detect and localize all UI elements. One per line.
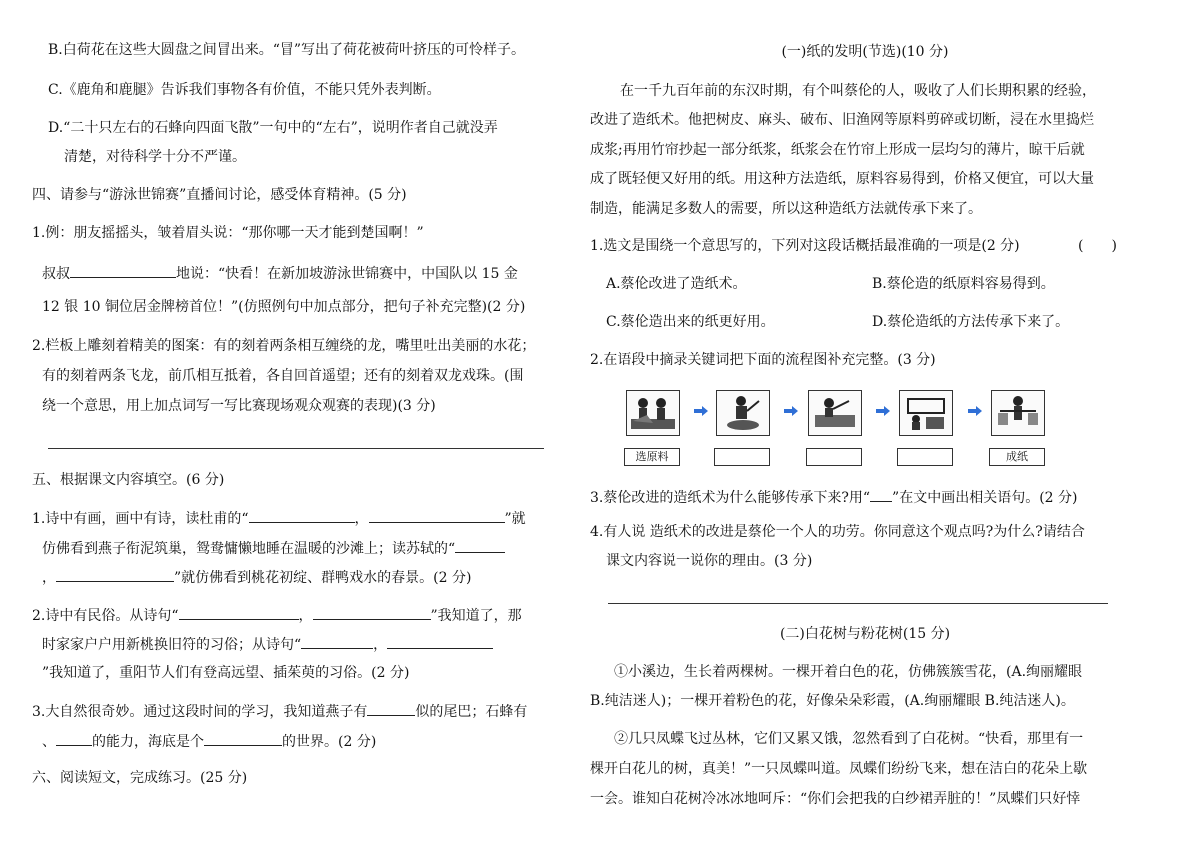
option-d-line1: D.“二十只左右的石蜂向四面飞散”一句中的“左右”，说明作者自己就没弄 [48, 120, 498, 136]
flow-label-1: 选原料 [624, 448, 680, 466]
rq1-option-b[interactable]: B.蔡伦造的纸原料容易得到。 [872, 276, 1055, 292]
rq4-line2: 课文内容说一说你的理由。(3 分) [606, 553, 813, 569]
section-4-title: 四、请参与“游泳世锦赛”直播间讨论，感受体育精神。(5 分) [32, 187, 407, 203]
flow-blank-2[interactable] [714, 448, 770, 466]
passage-1-line5: 制造，能满足多数人的需要，所以这种造纸方法就传承下来了。 [590, 201, 982, 217]
rq1-option-d[interactable]: D.蔡伦造纸的方法传承下来了。 [872, 314, 1070, 330]
option-d-line2: 清楚，对待科学十分不严谨。 [64, 149, 246, 165]
flow-label-5: 成纸 [989, 448, 1045, 466]
passage-2-line1: ①小溪边，生长着两棵树。一棵开着白色的花，仿佛簇簇雪花，(A.绚丽耀眼 [614, 664, 1083, 680]
blank-5-2a[interactable] [179, 604, 299, 620]
soak-pulp-icon [808, 390, 862, 436]
passage-1-title: (一)纸的发明(节选)(10 分) [781, 44, 949, 60]
fill-2-line2: 时家家户户用新桃换旧符的习俗；从诗句“ ， [42, 633, 493, 655]
rq4-line1: 4.有人说 造纸术的改进是蔡伦一个人的功劳。你同意这个观点吗?为什么?请结合 [590, 524, 1085, 540]
rq1-answer-paren[interactable]: ( ) [1078, 238, 1117, 254]
blank-5-3c[interactable] [204, 730, 282, 746]
rq1-option-c[interactable]: C.蔡伦造出来的纸更好用。 [606, 314, 775, 330]
passage-1-line1: 在一千九百年前的东汉时期，有个叫蔡伦的人，吸收了人们长期积累的经验， [620, 83, 1096, 99]
question-4-1-fill [42, 262, 518, 284]
blank-5-1b[interactable] [369, 507, 505, 523]
dry-paper-icon [991, 390, 1045, 436]
blank-5-2c[interactable] [301, 633, 373, 649]
blank-5-2b[interactable] [313, 604, 431, 620]
option-c: C.《鹿角和鹿腿》告诉我们事物各有价值，不能只凭外表判断。 [48, 82, 441, 98]
passage-1-line4: 成了既轻便又好用的纸。用这种方法造纸，原料容易得到，价格又便宜，可以大量 [590, 171, 1094, 187]
section-6-title: 六、阅读短文，完成练习。(25 分) [32, 770, 248, 786]
question-4-1-line3: 12 银 10 铜位居金牌榜首位！”(仿照例句中加点部分，把句子补充完整)(2 分) [42, 299, 526, 315]
blank-rq3[interactable] [870, 486, 892, 502]
lift-pulp-icon [899, 390, 953, 436]
uncle-label: 叔叔 [42, 266, 70, 282]
blank-5-3b[interactable] [56, 730, 92, 746]
question-4-2-line3: 绕一个意思，用上加点词写一写比赛现场观众观赛的表现)(3 分) [42, 398, 436, 414]
answer-line-rq4[interactable] [608, 603, 1108, 604]
rq3: 3.蔡伦改进的造纸术为什么能够传承下来?用“ ”在文中画出相关语句。(2 分) [590, 486, 1077, 508]
rq2-stem: 2.在语段中摘录关键词把下面的流程图补充完整。(3 分) [590, 352, 936, 368]
blank-4-1[interactable] [70, 262, 176, 278]
fill-1-line2: 仿佛看到燕子衔泥筑巢，鸳鸯慵懒地睡在温暖的沙滩上；读苏轼的“ [42, 537, 505, 559]
fill-2-line3: ”我知道了，重阳节人们有登高远望、插茱萸的习俗。(2 分) [42, 665, 410, 681]
process-flow-diagram [588, 390, 1142, 470]
question-4-1-text: 地说：“快看！在新加坡游泳世锦赛中，中国队以 15 金 [176, 266, 518, 282]
blank-5-1c[interactable] [455, 537, 505, 553]
arrow-icon [694, 406, 708, 416]
flow-blank-3[interactable] [806, 448, 862, 466]
passage-2-line5: 一会。谁知白花树冷冰冰地呵斥：“你们会把我的白纱裙弄脏的！”凤蝶们只好悻 [590, 791, 1081, 807]
rq1-stem: 1.选文是围绕一个意思写的，下列对这段话概括最准确的一项是(2 分) [590, 238, 1020, 254]
arrow-icon [784, 406, 798, 416]
arrow-icon [876, 406, 890, 416]
question-4-1-example: 1.例：朋友摇摇头，皱着眉头说：“那你哪一天才能到楚国啊！” [32, 225, 424, 241]
section-5-title: 五、根据课文内容填空。(6 分) [32, 472, 225, 488]
blank-5-2d[interactable] [387, 633, 493, 649]
passage-1-line2: 改进了造纸术。他把树皮、麻头、破布、旧渔网等原料剪碎或切断，浸在水里捣烂 [590, 112, 1094, 128]
answer-line-4-2[interactable] [48, 448, 544, 449]
fill-3-line2: 、 的能力，海底是个 的世界。(2 分) [42, 730, 376, 752]
passage-2-title: (二)白花树与粉花树(15 分) [779, 626, 951, 642]
blank-5-1d[interactable] [56, 566, 174, 582]
passage-2-line2: B.纯洁迷人)；一棵开着粉色的花，好像朵朵彩霞，(A.绚丽耀眼 B.纯洁迷人)。 [590, 693, 1075, 709]
passage-2-line4: 棵开白花儿的树，真美！”一只凤蝶叫道。凤蝶们纷纷飞来，想在洁白的花朵上歇 [590, 761, 1088, 777]
fill-2-line1: 2.诗中有民俗。从诗句“ ， ”我知道了，那 [32, 604, 522, 626]
question-4-2-line2: 有的刻着两条飞龙，前爪相互抵着，各自回首遥望；还有的刻着双龙戏珠。(围 [42, 368, 524, 384]
fill-1-line3: ， ”就仿佛看到桃花初绽、群鸭戏水的春景。(2 分) [42, 566, 471, 588]
passage-1-line3: 成浆;再用竹帘抄起一部分纸浆，纸浆会在竹帘上形成一层均匀的薄片，晾干后就 [590, 142, 1085, 158]
select-materials-icon [626, 390, 680, 436]
flow-blank-4[interactable] [897, 448, 953, 466]
rq1-option-a[interactable]: A.蔡伦改进了造纸术。 [606, 276, 747, 292]
option-b: B.白荷花在这些大圆盘之间冒出来。“冒”写出了荷花被荷叶挤压的可怜样子。 [48, 42, 526, 58]
fill-3-line1: 3.大自然很奇妙。通过这段时间的学习，我知道燕子有 似的尾巴；石蜂有 [32, 700, 527, 722]
passage-2-line3: ②几只凤蝶飞过丛林，它们又累又饿，忽然看到了白花树。“快看，那里有一 [614, 731, 1084, 747]
question-4-2-line1: 2.栏板上雕刻着精美的图案：有的刻着两条相互缠绕的龙，嘴里吐出美丽的水花； [32, 338, 536, 354]
blank-5-1a[interactable] [249, 507, 355, 523]
cut-materials-icon [716, 390, 770, 436]
fill-1-line1: 1.诗中有画，画中有诗，读杜甫的“ ， ”就 [32, 507, 526, 529]
arrow-icon [968, 406, 982, 416]
blank-5-3a[interactable] [367, 700, 415, 716]
